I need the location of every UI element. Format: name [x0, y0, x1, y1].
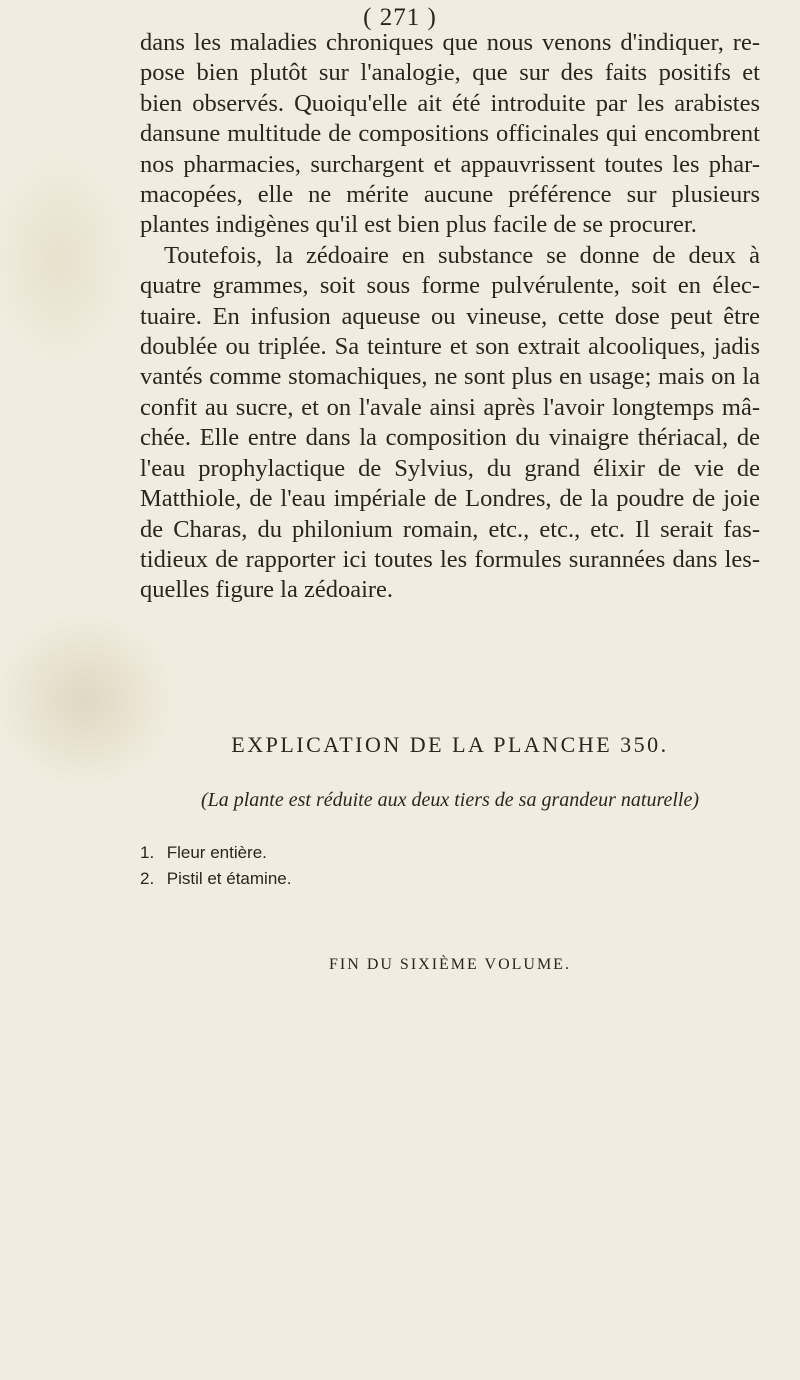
- text-line: dansune multitude de compositions officinales qui encombrent: [140, 120, 760, 148]
- text-line: nos pharmacies, surchargent et appauvrissent toutes les phar-: [140, 150, 760, 178]
- text-line: macopées, elle ne mérite aucune préférence sur plusieurs: [140, 181, 760, 209]
- text-line: vantés comme stomachiques, ne sont plus en usage; mais on la: [140, 363, 760, 391]
- legend-item: [140, 840, 291, 866]
- text-line: chée. Elle entre dans la composition du vinaigre thériacal, de: [140, 424, 760, 452]
- legend-item-label: Pistil et étamine.: [166, 869, 292, 888]
- text-line: bien observés. Quoiqu'elle ait été introduite par les arabistes: [140, 89, 760, 117]
- legend-item-number: 1.: [140, 843, 155, 862]
- text-line: plantes indigènes qu'il est bien plus facile de se procurer.: [140, 211, 697, 239]
- text-line: tuaire. En infusion aqueuse ou vineuse, cette dose peut être: [140, 302, 760, 330]
- plate-explanation-heading: EXPLICATION DE LA PLANCHE 350.: [231, 732, 669, 757]
- page-number: ( 271 ): [363, 4, 437, 31]
- legend-item-number: 2.: [140, 869, 155, 888]
- body-paragraph: [140, 28, 760, 606]
- text-line: quelles figure la zédoaire.: [140, 576, 394, 604]
- legend-item: [140, 866, 291, 892]
- text-line: dans les maladies chroniques que nous venons d'indiquer, re-: [140, 29, 760, 56]
- text-line: l'eau prophylactique de Sylvius, du grand élixir de vie de: [140, 454, 760, 482]
- text-line: confit au sucre, et on l'avale ainsi après l'avoir longtemps mâ-: [140, 393, 760, 421]
- plate-scale-note: (La plante est réduite aux deux tiers de sa grandeur naturelle): [200, 789, 700, 811]
- legend-item-label: Fleur entière.: [166, 843, 267, 862]
- volume-end-note: FIN DU SIXIÈME VOLUME.: [329, 956, 571, 973]
- text-line: doublée ou triplée. Sa teinture et son extrait alcooliques, jadis: [140, 333, 760, 361]
- text-line: Matthiole, de l'eau impériale de Londres, de la poudre de joie: [140, 485, 760, 513]
- text-line: de Charas, du philonium romain, etc., etc., etc. Il serait fas-: [140, 515, 760, 543]
- text-line: pose bien plutôt sur l'analogie, que sur des faits positifs et: [140, 59, 760, 87]
- text-line: quatre grammes, soit sous forme pulvérulente, soit en élec-: [140, 272, 760, 300]
- text-line: tidieux de rapporter ici toutes les formules surannées dans les-: [140, 545, 760, 573]
- text-line: Toutefois, la zédoaire en substance se donne de deux à: [164, 241, 760, 269]
- plate-legend: [140, 840, 291, 892]
